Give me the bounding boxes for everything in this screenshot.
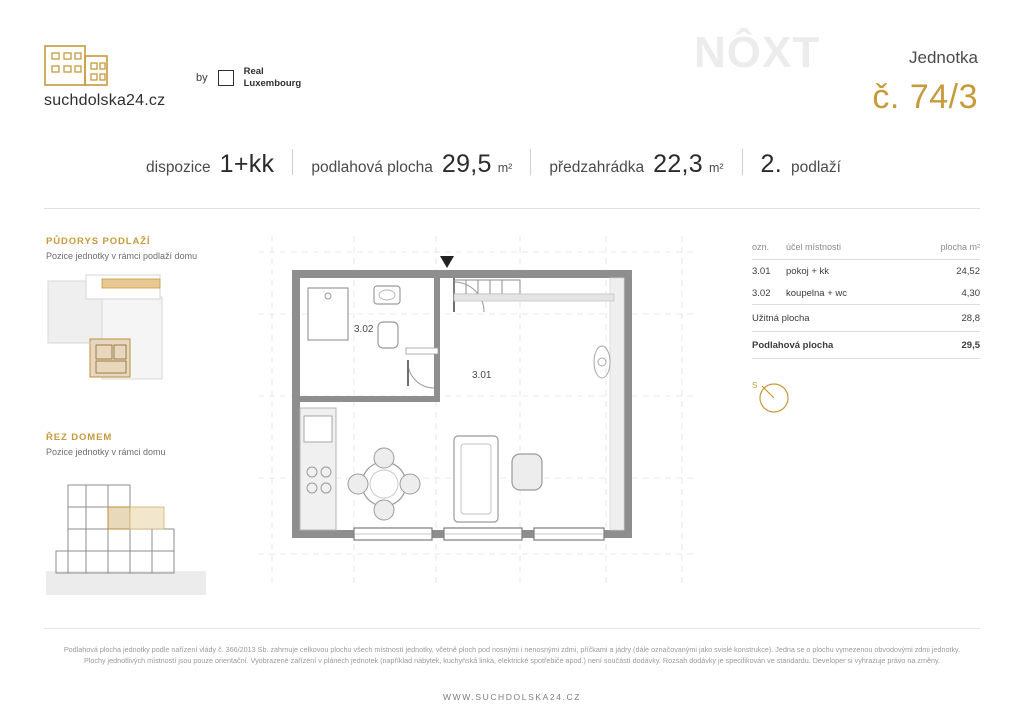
footer-website-url[interactable]: WWW.SUCHDOLSKA24.CZ <box>442 692 582 702</box>
spec-garden-key: předzahrádka <box>549 159 645 176</box>
spec-level-value: 2. <box>760 150 782 178</box>
room-table <box>752 242 980 359</box>
spec-row <box>146 146 841 179</box>
brand-watermark: NÔXT <box>694 28 821 77</box>
cell-code: 3.02 <box>752 288 771 299</box>
spec-floor-area <box>311 150 512 179</box>
spec-floor-area-value: 29,5 <box>441 150 492 178</box>
section-position-block <box>46 432 206 600</box>
legal-disclaimer: Podlahová plocha jednotky podle nařízení vlády č. 366/2013 Sb. zahrnuje celkovou plochu všech místností jednotky, včetně ploch pod nosnými i nenosnými zdmi, příčkami a jádry (dále označovanými jako svislé konstrukce). Jedna se o plochu vymezenou obvodovými zdmi jednotky. Plochy jednotlivých místností jsou pouze orientační. Vyobrazené zařízení v plánech jednotek (například nábytek, kuchyňská linka, elektrické spotřebiče apod.) není součástí dodávky. Rozsah dodávky je specifikován ve standardu. Developer si vyhrazuje právo na změny. <box>63 645 961 665</box>
spec-divider <box>292 149 293 175</box>
spec-floor-area-unit: m² <box>497 161 513 175</box>
header-divider <box>44 208 980 209</box>
partner-name-line2: Luxembourg <box>243 77 302 89</box>
floor-area-label: Podlahová plocha <box>752 340 834 351</box>
cell-purpose: koupelna + wc <box>786 288 847 299</box>
cell-purpose: pokoj + kk <box>786 266 830 277</box>
section-diagram <box>46 467 206 595</box>
room-label-main: 3.01 <box>472 370 492 381</box>
by-label: by <box>196 71 208 84</box>
unit-floorplan <box>258 236 696 584</box>
spec-level-key: podlaží <box>791 159 841 176</box>
section-position-sub: Pozice jednotky v rámci domu <box>46 447 166 457</box>
table-row <box>752 260 980 282</box>
section-position-title: ŘEZ DOMEM <box>46 432 113 443</box>
compass-icon <box>752 376 792 416</box>
floorplan-position-sub: Pozice jednotky v rámci podlaží domu <box>46 251 198 261</box>
floor-area-value: 29,5 <box>961 340 980 351</box>
table-divider <box>752 358 980 359</box>
unit-label: Jednotka <box>909 48 978 67</box>
spec-garden <box>549 150 723 179</box>
usable-area-label: Užitná plocha <box>752 313 810 324</box>
spec-layout-key: dispozice <box>146 159 211 176</box>
unit-number: č. 74/3 <box>872 78 978 116</box>
table-header-row <box>752 242 980 259</box>
table-header-area: plocha m² <box>940 242 980 252</box>
spec-level <box>761 150 841 179</box>
floorplan-position-title: PŮDORYS PODLAŽÍ <box>46 236 151 247</box>
spec-layout <box>146 150 274 179</box>
spec-divider <box>742 149 743 175</box>
logo-wordmark: suchdolska24.cz <box>44 92 166 109</box>
cell-area: 24,52 <box>956 266 980 277</box>
floor-area-row <box>752 332 980 358</box>
table-header-code: ozn. <box>752 242 770 252</box>
spec-garden-value: 22,3 <box>653 150 703 178</box>
spec-garden-unit: m² <box>708 161 724 175</box>
partner-name <box>244 66 302 89</box>
floorplan-position-diagram <box>46 271 206 401</box>
usable-area-row <box>752 305 980 331</box>
spec-floor-area-key: podlahová plocha <box>311 159 433 176</box>
building-icon <box>44 40 108 86</box>
floorplan-position-block <box>46 236 206 406</box>
partner-logo-icon <box>218 70 234 86</box>
cell-area: 4,30 <box>961 288 980 299</box>
room-label-bathroom: 3.02 <box>354 324 374 335</box>
compass-north-label: S <box>752 381 758 390</box>
table-header-purpose: účel místnosti <box>786 242 842 252</box>
spec-divider <box>530 149 531 175</box>
footer-divider <box>44 628 980 629</box>
spec-layout-value: 1+kk <box>219 150 275 178</box>
table-row <box>752 282 980 304</box>
partner-block <box>196 66 301 89</box>
floorplan-drawing <box>258 236 696 584</box>
cell-code: 3.01 <box>752 266 771 277</box>
partner-name-line1: Real <box>243 66 264 77</box>
usable-area-value: 28,8 <box>961 313 980 324</box>
entrance-arrow-icon <box>440 256 454 268</box>
